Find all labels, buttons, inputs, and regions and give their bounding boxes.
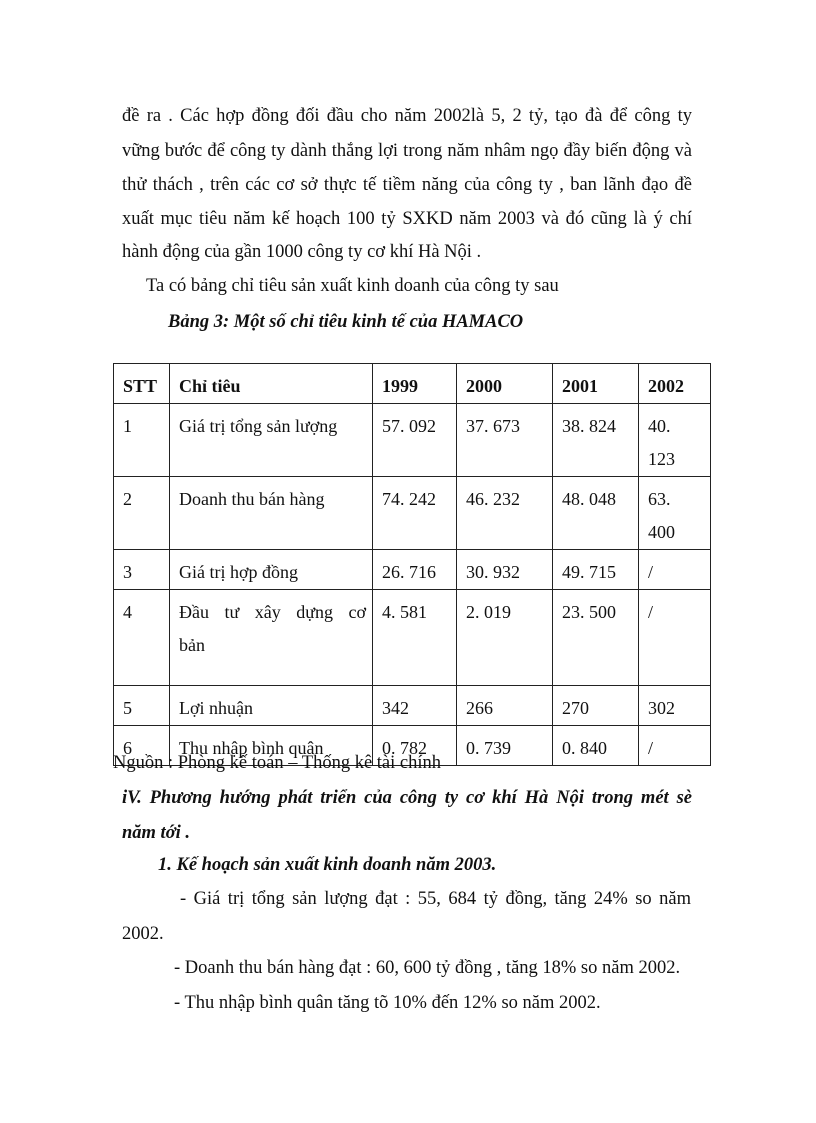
table-row	[114, 590, 711, 686]
cell-stt: 2	[114, 477, 170, 550]
cell-2000: 30. 932	[457, 550, 553, 590]
cell-1999: 0. 782	[373, 726, 457, 766]
cell-2002: /	[639, 590, 711, 686]
bullet-1-line-2: 2002.	[122, 924, 164, 944]
cell-2001: 38. 824	[553, 404, 639, 477]
cell-indicator	[170, 590, 373, 686]
cell-stt: 1	[114, 404, 170, 477]
cell-indicator: Lợi nhuận	[170, 686, 373, 726]
cell-2001: 0. 840	[553, 726, 639, 766]
cell-2002: /	[639, 550, 711, 590]
cell-1999: 26. 716	[373, 550, 457, 590]
header-stt: STT	[114, 364, 170, 404]
table-row	[114, 404, 711, 477]
subheading: 1. Kế hoạch sản xuất kinh doanh năm 2003.	[158, 855, 497, 875]
cell-1999: 74. 242	[373, 477, 457, 550]
header-2001: 2001	[553, 364, 639, 404]
cell-1999: 57. 092	[373, 404, 457, 477]
paragraph-line-2: vững bước để công ty dành thắng lợi trong năm nhâm ngọ đầy biến động và	[122, 141, 692, 161]
cell-indicator: Giá trị tổng sản lượng	[170, 404, 373, 477]
cell-indicator-part1: Đầu tư xây dựng cơ	[179, 602, 366, 622]
cell-2002: /	[639, 726, 711, 766]
cell-2002-part2: 400	[648, 522, 675, 542]
cell-2002-part1: 63.	[648, 489, 671, 509]
bullet-1-line-1: - Giá trị tổng sản lượng đạt : 55, 684 tỷ đồng, tăng 24% so năm	[180, 889, 691, 909]
cell-1999: 342	[373, 686, 457, 726]
cell-2001: 48. 048	[553, 477, 639, 550]
cell-stt: 6	[114, 726, 170, 766]
table-row	[114, 550, 711, 590]
cell-2001: 23. 500	[553, 590, 639, 686]
cell-2002-part1: 40.	[648, 416, 671, 436]
bullet-2: - Doanh thu bán hàng đạt : 60, 600 tỷ đồng , tăng 18% so năm 2002.	[174, 958, 681, 978]
cell-stt: 5	[114, 686, 170, 726]
cell-1999: 4. 581	[373, 590, 457, 686]
table-row	[114, 477, 711, 550]
table-row	[114, 686, 711, 726]
header-2000: 2000	[457, 364, 553, 404]
paragraph-line-5: hành động của gần 1000 công ty cơ khí Hà Nội .	[122, 242, 482, 262]
cell-2002	[639, 404, 711, 477]
cell-2001: 270	[553, 686, 639, 726]
cell-2000: 46. 232	[457, 477, 553, 550]
table-header-row	[114, 364, 711, 404]
cell-2002	[639, 477, 711, 550]
header-indicator: Chỉ tiêu	[170, 364, 373, 404]
table-caption: Bảng 3: Một số chỉ tiêu kinh tế của HAMACO	[168, 312, 524, 332]
cell-stt: 4	[114, 590, 170, 686]
cell-indicator: Thu nhập bình quân	[170, 726, 373, 766]
section-heading-line-1: iV. Phương hướng phát triển của công ty cơ khí Hà Nội trong mét sè	[122, 788, 692, 808]
cell-2000: 2. 019	[457, 590, 553, 686]
cell-stt: 3	[114, 550, 170, 590]
paragraph-line-4: xuất mục tiêu năm kế hoạch 100 tỷ SXKD năm 2003 và đó cũng là ý chí	[122, 209, 692, 229]
cell-indicator-part2: bản	[179, 635, 205, 655]
cell-2000: 266	[457, 686, 553, 726]
economic-indicators-table	[113, 363, 711, 766]
cell-indicator: Doanh thu bán hàng	[170, 477, 373, 550]
table-source: Nguồn : Phòng kế toán – Thống kê tài chính	[113, 753, 441, 773]
cell-2002: 302	[639, 686, 711, 726]
bullet-3: - Thu nhập bình quân tăng tõ 10% đến 12% so năm 2002.	[174, 993, 601, 1013]
cell-2000: 0. 739	[457, 726, 553, 766]
header-2002: 2002	[639, 364, 711, 404]
cell-2002-part2: 123	[648, 449, 675, 469]
header-1999: 1999	[373, 364, 457, 404]
section-heading-line-2: năm tới .	[122, 823, 191, 843]
cell-2001: 49. 715	[553, 550, 639, 590]
paragraph-line-1: đề ra . Các hợp đồng đối đầu cho năm 2002là 5, 2 tỷ, tạo đà để công ty	[122, 106, 692, 126]
cell-indicator: Giá trị hợp đồng	[170, 550, 373, 590]
cell-2000: 37. 673	[457, 404, 553, 477]
intro-sentence: Ta có bảng chỉ tiêu sản xuất kinh doanh của công ty sau	[146, 276, 559, 296]
paragraph-line-3: thử thách , trên các cơ sở thực tế tiềm năng của công ty , ban lãnh đạo đề	[122, 175, 692, 195]
